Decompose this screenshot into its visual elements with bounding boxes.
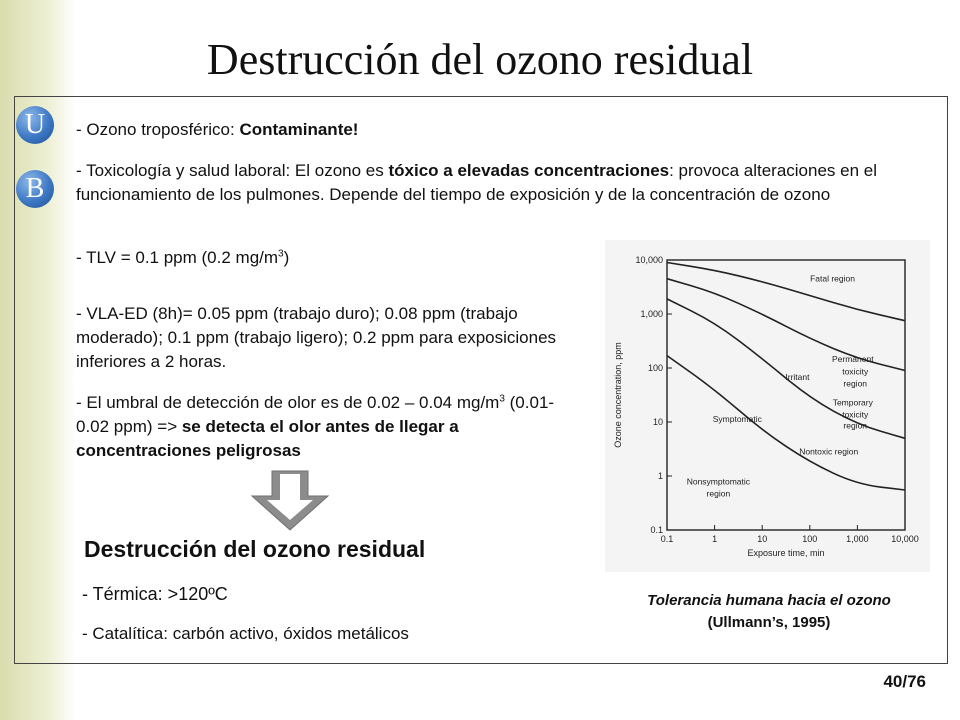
bullet-text-mid: (0.01-0.02 ppm) => [76, 393, 555, 436]
region-label: region [843, 420, 868, 431]
threshold-curve-1 [667, 263, 905, 321]
caption-title: Tolerancia humana hacia el ozono [647, 592, 891, 609]
x-tick-label: 1 [712, 534, 718, 544]
region-label: region [706, 488, 731, 499]
bullet-text: - VLA-ED (8h)= 0.05 ppm (trabajo duro); 0.08 ppm (trabajo moderado); 0.1 ppm (trabajo ligero); 0.2 ppm para exposiciones inferiores a 2 horas. [76, 304, 557, 371]
bullet-tlv [76, 246, 576, 270]
bullet-emphasis: se detecta el olor antes de llegar a concentraciones peligrosas [76, 417, 459, 460]
y-tick-label: 10,000 [635, 255, 663, 265]
threshold-curve-3 [667, 299, 905, 438]
caption-source: (Ullmann’s, 1995) [707, 614, 831, 631]
x-tick-label: 10,000 [891, 534, 919, 544]
x-tick-label: 100 [802, 534, 818, 544]
section-heading: Destrucción del ozono residual [84, 536, 426, 562]
bullet-vla-ed [76, 302, 586, 374]
chart-caption [606, 590, 932, 634]
superscript: 3 [499, 393, 505, 405]
down-arrow-icon [250, 470, 330, 532]
chart-svg [605, 240, 930, 572]
region-label: Nontoxic region [799, 446, 859, 457]
region-label: Nonsymptomatic [686, 476, 751, 487]
plot-frame [667, 260, 905, 530]
bullet-odor-threshold [76, 391, 576, 463]
region-label: Permanent [831, 353, 874, 364]
region-label: Fatal region [810, 273, 855, 284]
bullet-text: - Toxicología y salud laboral: El ozono es [76, 161, 389, 180]
region-label: region [843, 378, 868, 389]
page-number: 40/76 [883, 672, 926, 691]
bullet-catalytic: - Catalítica: carbón activo, óxidos metálicos [82, 624, 409, 643]
y-tick-label: 1,000 [640, 309, 663, 319]
bullet-text-continued: : provoca alteraciones en el funcionamiento de los pulmones. Depende del tiempo de exposición y de la concentración de ozono [76, 161, 878, 204]
bullet-text: - Ozono troposférico: [76, 120, 240, 139]
x-tick-label: 10 [757, 534, 768, 544]
slide-title: Destrucción del ozono residual [206, 35, 754, 84]
x-axis-label: Exposure time, min [747, 548, 825, 558]
region-label: toxicity [842, 409, 869, 420]
region-label: Symptomatic [712, 414, 762, 424]
bullet-tropospheric-ozone [76, 118, 596, 142]
bullet-emphasis: Contaminante! [239, 120, 359, 139]
region-label: toxicity [842, 366, 869, 377]
bullet-text-end: ) [283, 248, 290, 267]
university-logo-b: B [16, 170, 54, 208]
y-tick-label: 10 [652, 417, 663, 427]
bullet-text: - El umbral de detección de olor es de 0.02 – 0.04 mg/m [76, 393, 500, 412]
y-tick-label: 0.1 [650, 525, 663, 535]
region-label: Temporary [832, 397, 873, 408]
bullet-toxicology [76, 159, 916, 207]
university-logo-u: U [16, 106, 54, 144]
superscript: 3 [278, 248, 284, 260]
y-axis-label: Ozone concentration, ppm [613, 342, 623, 448]
y-tick-label: 1 [657, 471, 663, 481]
bullet-emphasis: tóxico a elevadas concentraciones [388, 161, 670, 180]
y-tick-label: 100 [647, 363, 663, 373]
bullet-text: - TLV = 0.1 ppm (0.2 mg/m [76, 248, 279, 267]
x-tick-label: 1,000 [846, 534, 869, 544]
x-tick-label: 0.1 [660, 534, 674, 544]
bullet-thermal: - Térmica: >120ºC [82, 584, 228, 604]
ozone-tolerance-chart [605, 240, 930, 572]
region-label: Irritant [785, 371, 810, 382]
